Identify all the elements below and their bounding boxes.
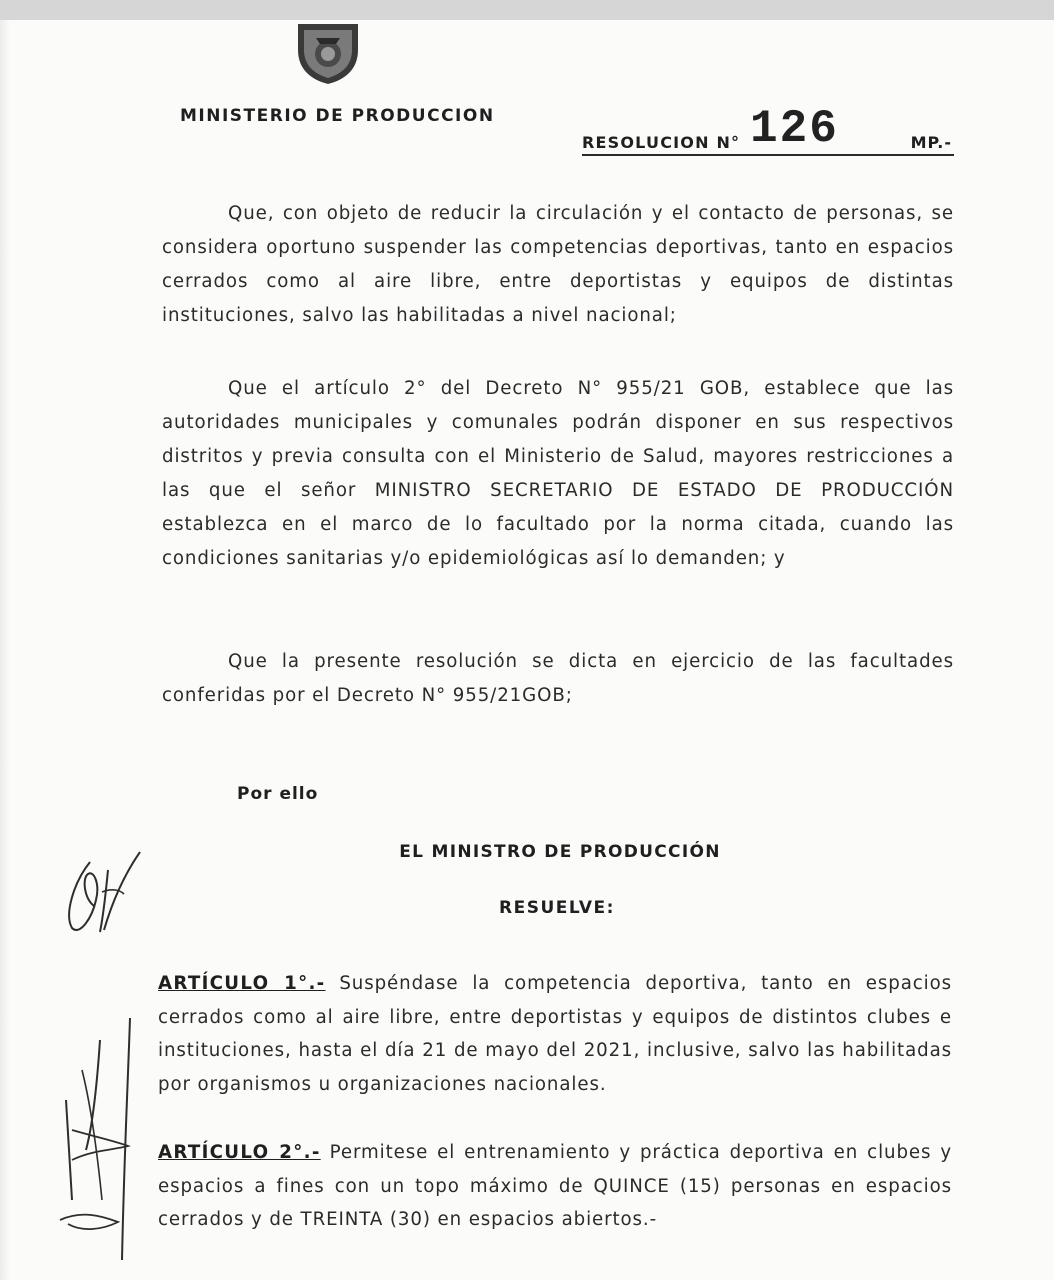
official-seal-icon (294, 18, 362, 86)
considerando-2: Que el artículo 2° del Decreto N° 955/21 GOB, establece que las autoridades municipales y comunales podrán disponer en sus respectivos distritos y previa consulta con el Ministerio de Salud, mayores restricciones a las que el señor MINISTRO SECRETARIO DE ESTADO DE PRODUCCIÓN establezca en el marco de lo facultado por la norma citada, cuando las condiciones sanitarias y/o epidemiológicas así lo demanden; y (162, 378, 954, 569)
ministry-header: MINISTERIO DE PRODUCCION (180, 106, 495, 126)
top-border (0, 0, 1054, 20)
minister-title: EL MINISTRO DE PRODUCCIÓN (399, 842, 721, 862)
article-1-heading: ARTÍCULO 1°.- (158, 973, 326, 994)
article-1-text: Suspéndase la competencia deportiva, tanto en espacios cerrados como al aire libre, entre deportistas y equipos de distintos clubes e instituciones, hasta el día 21 de mayo del 2021, inclusive, salvo las habilitadas por organismos u organizaciones nacionales. (158, 973, 952, 1095)
margin-signature-icon (52, 1010, 144, 1270)
handwritten-initial-signature-icon (54, 842, 154, 942)
page-edge-shadow (0, 20, 10, 1280)
resolution-label: RESOLUCION N° (582, 133, 741, 152)
resuelve-heading: RESUELVE: (499, 898, 615, 918)
article-2-heading: ARTÍCULO 2°.- (158, 1142, 321, 1163)
article-2-text: Permitese el entrenamiento y práctica deportiva en clubes y espacios a fines con un topo máximo de QUINCE (15) personas en espacios cerrados y de TREINTA (30) en espacios abiertos.- (158, 1142, 952, 1230)
article-2 (158, 1136, 952, 1237)
resolution-number: 126 (750, 103, 839, 155)
considerando-3: Que la presente resolución se dicta en ejercicio de las facultades conferidas por el Decreto N° 955/21GOB; (162, 651, 954, 706)
article-1 (158, 967, 952, 1101)
resolution-suffix: MP.- (910, 133, 952, 152)
por-ello-text: Por ello (237, 784, 319, 804)
resolution-line (582, 94, 954, 156)
considerando-1: Que, con objeto de reducir la circulación y el contacto de personas, se considera oportuno suspender las competencias deportivas, tanto en espacios cerrados como al aire libre, entre deportistas y equipos de distintas instituciones, salvo las habilitadas a nivel nacional; (162, 203, 954, 326)
